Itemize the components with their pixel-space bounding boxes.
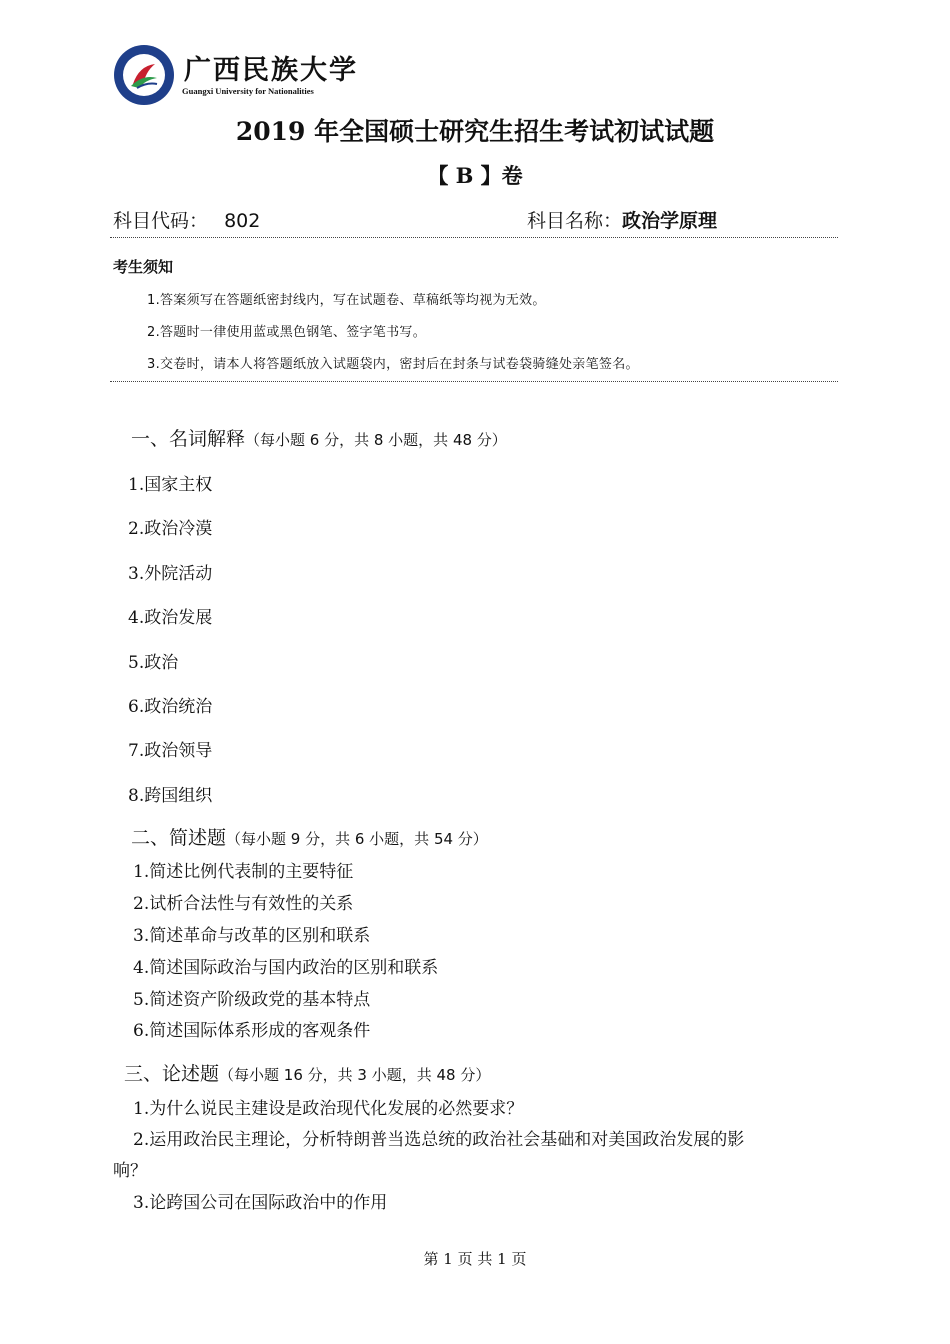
list-item: 响？ bbox=[113, 1161, 147, 1181]
list-item: 5.政治 bbox=[128, 653, 179, 673]
notice-item: 2.答题时一律使用蓝或黑色钢笔、签字笔书写。 bbox=[147, 325, 427, 340]
list-item: 1.简述比例代表制的主要特征 bbox=[133, 862, 354, 882]
notice-title: 考生须知 bbox=[113, 258, 174, 276]
section-title: 二、简述题 bbox=[131, 827, 227, 849]
list-item: 7.政治领导 bbox=[128, 741, 213, 761]
list-item: 6.简述国际体系形成的客观条件 bbox=[133, 1021, 371, 1041]
divider-bottom bbox=[110, 381, 838, 382]
university-seal-icon bbox=[113, 44, 175, 106]
list-item: 4.政治发展 bbox=[128, 608, 213, 628]
section-heading bbox=[131, 424, 507, 451]
list-item: 1.国家主权 bbox=[128, 475, 213, 495]
subject-name-label: 科目名称： bbox=[527, 210, 623, 232]
subject-code-label: 科目代码： bbox=[113, 210, 209, 232]
list-item: 8.跨国组织 bbox=[128, 786, 213, 806]
university-name-cn: 广西民族大学 bbox=[184, 55, 358, 86]
section-heading bbox=[131, 823, 488, 850]
list-item: 2.运用政治民主理论，分析特朗普当选总统的政治社会基础和对美国政治发展的影 bbox=[133, 1130, 745, 1150]
notice-item: 1.答案须写在答题纸密封线内，写在试题卷、草稿纸等均视为无效。 bbox=[147, 293, 546, 308]
list-item: 2.政治冷漠 bbox=[128, 519, 213, 539]
exam-title: 2019 年全国硕士研究生招生考试初试试题 bbox=[235, 117, 715, 146]
list-item: 4.简述国际政治与国内政治的区别和联系 bbox=[133, 958, 439, 978]
subject-code bbox=[113, 206, 260, 233]
list-item: 3.简述革命与改革的区别和联系 bbox=[133, 926, 371, 946]
list-item: 5.简述资产阶级政党的基本特点 bbox=[133, 990, 371, 1010]
section-title: 一、名词解释 bbox=[131, 428, 246, 450]
section-title: 三、论述题 bbox=[124, 1063, 220, 1085]
list-item: 6.政治统治 bbox=[128, 697, 213, 717]
list-item: 1.为什么说民主建设是政治现代化发展的必然要求？ bbox=[133, 1099, 524, 1119]
list-item: 3.论跨国公司在国际政治中的作用 bbox=[133, 1193, 388, 1213]
section-heading bbox=[124, 1059, 490, 1086]
subject-name bbox=[527, 206, 717, 233]
list-item: 3.外院活动 bbox=[128, 564, 213, 584]
university-name-en: Guangxi University for Nationalities bbox=[182, 86, 314, 96]
section-note: （每小题 6 分，共 8 小题，共 48 分） bbox=[245, 431, 507, 449]
divider-top bbox=[110, 237, 838, 238]
notice-item: 3.交卷时，请本人将答题纸放入试题袋内，密封后在封条与试卷袋骑缝处亲笔签名。 bbox=[147, 357, 639, 372]
page-number: 第 1 页 共 1 页 bbox=[423, 1250, 527, 1268]
list-item: 2.试析合法性与有效性的关系 bbox=[133, 894, 354, 914]
subject-name-value: 政治学原理 bbox=[622, 210, 718, 232]
section-note: （每小题 9 分，共 6 小题，共 54 分） bbox=[226, 830, 488, 848]
paper-version: 【 B 】卷 bbox=[427, 163, 523, 188]
section-note: （每小题 16 分，共 3 小题，共 48 分） bbox=[219, 1066, 491, 1084]
subject-code-value: 802 bbox=[224, 210, 261, 232]
